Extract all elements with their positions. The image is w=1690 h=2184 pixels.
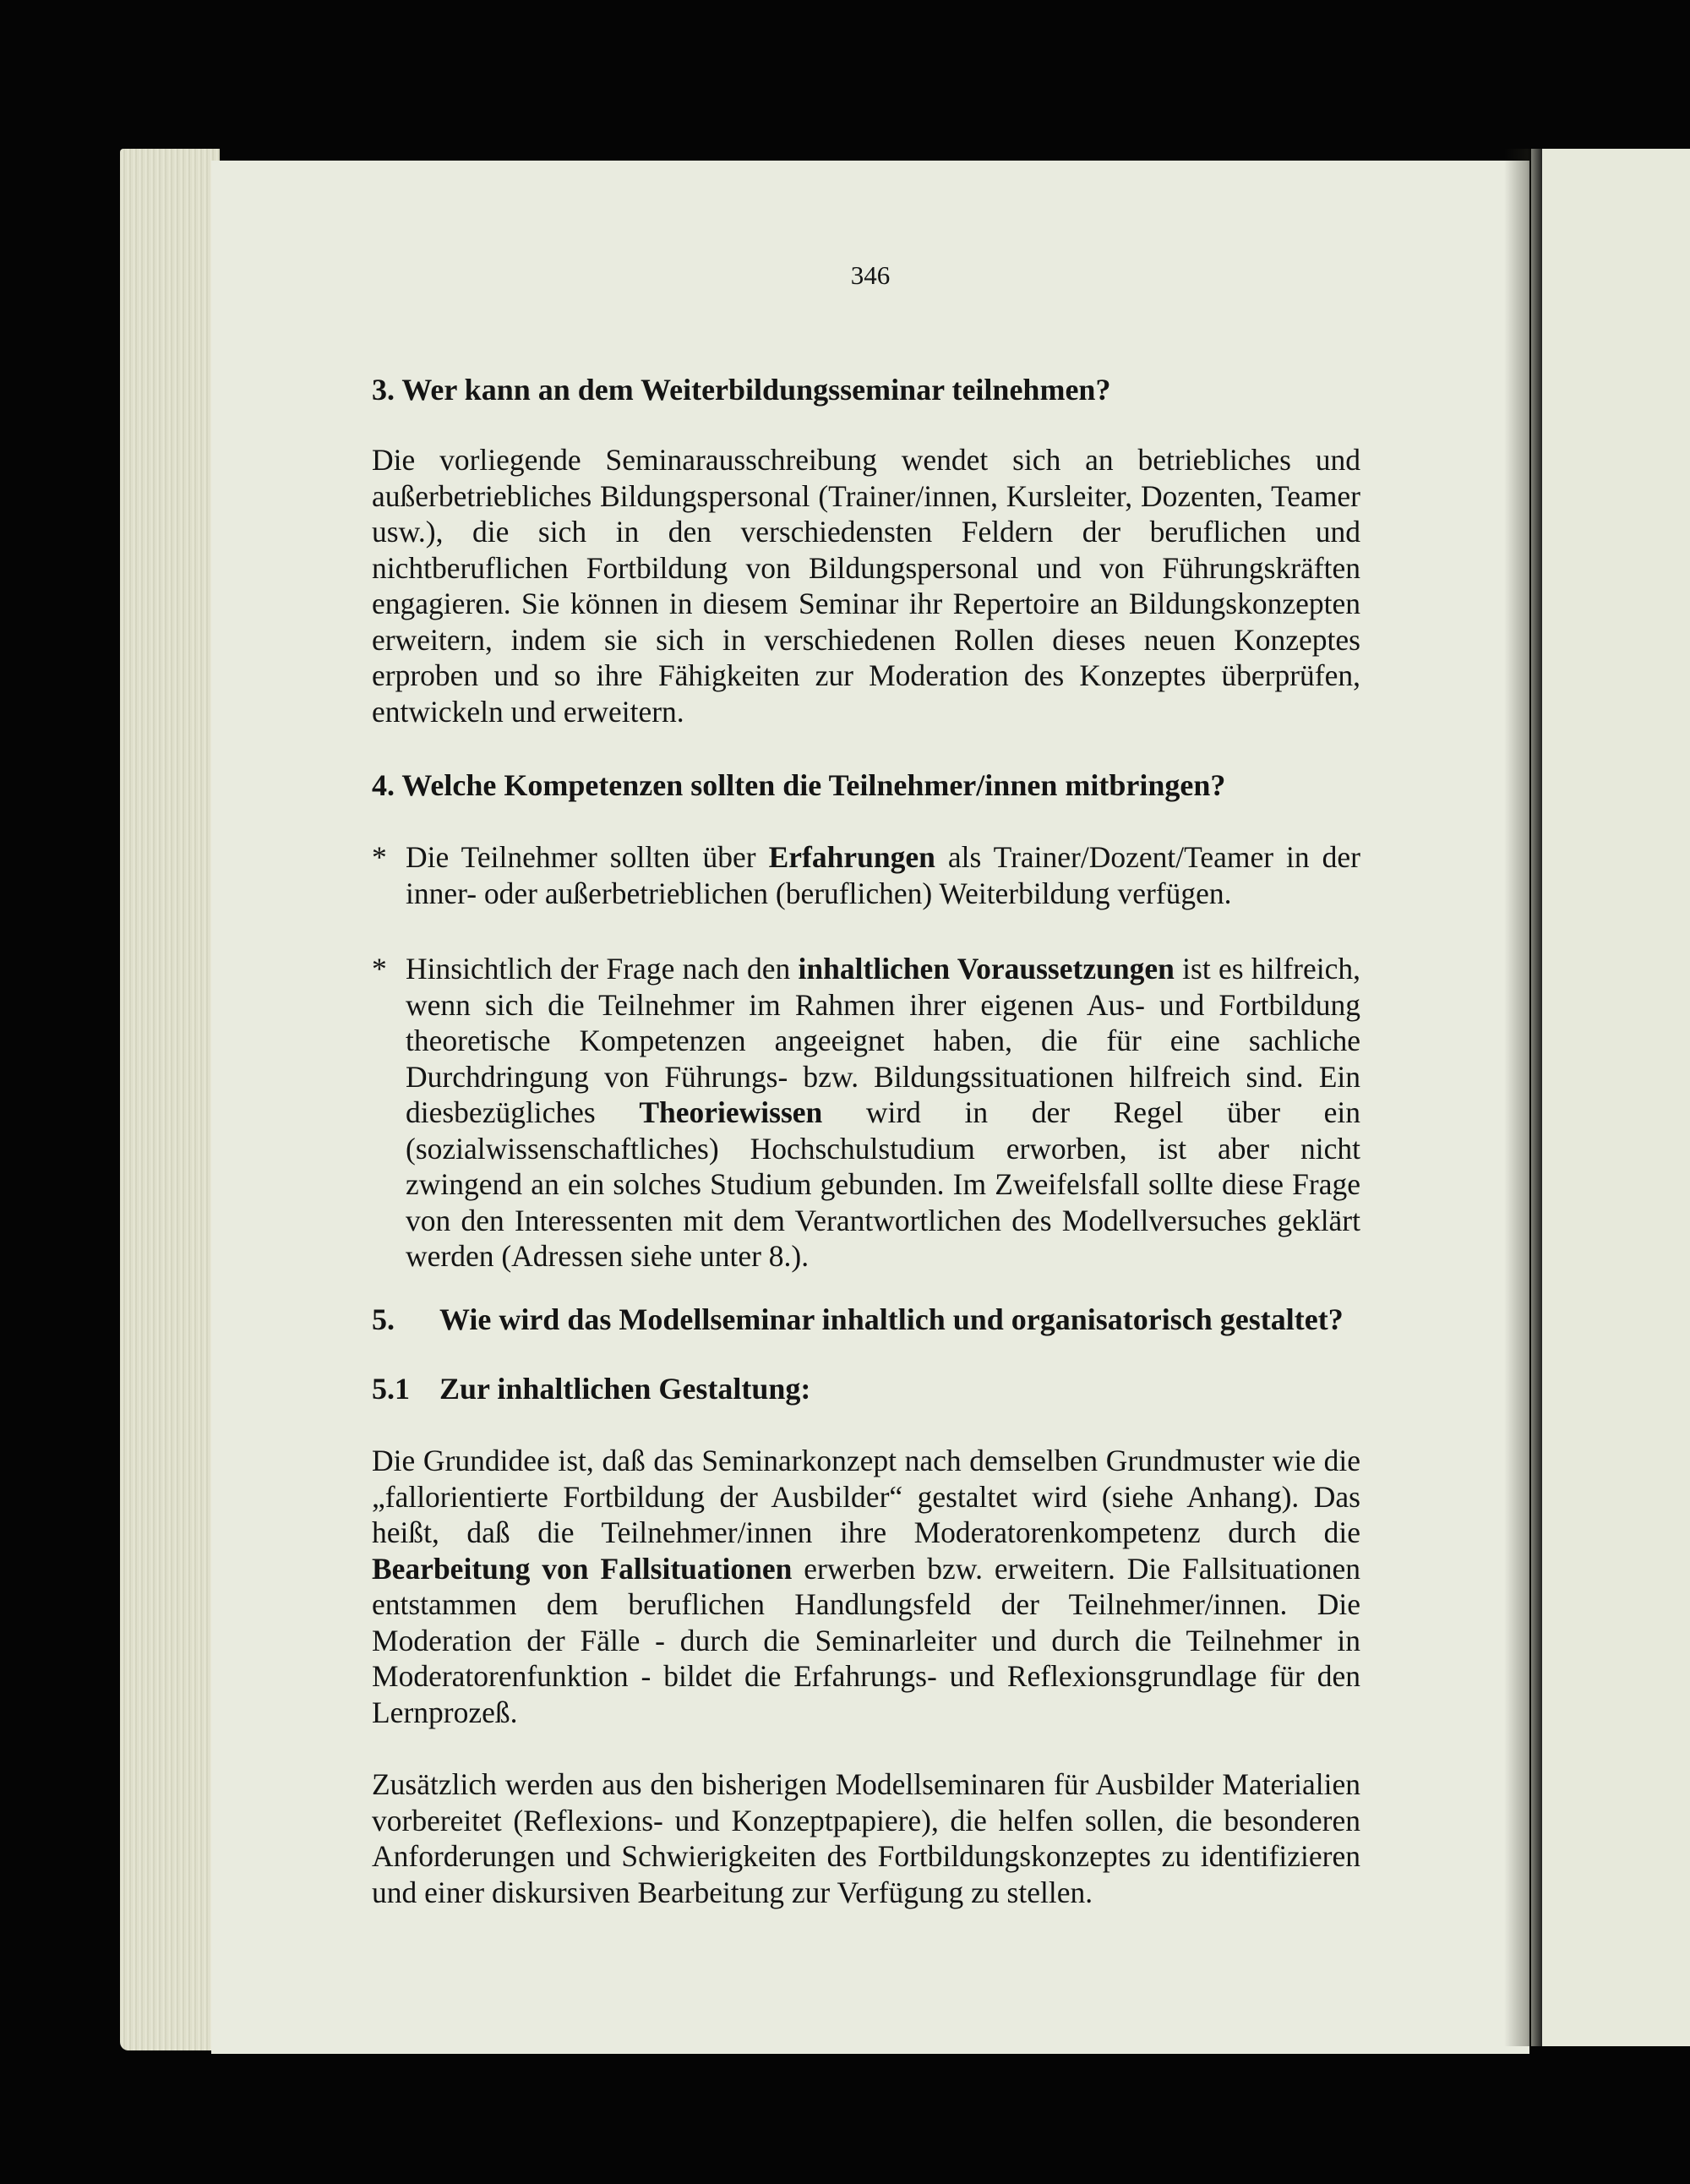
- bold-term-fallsituationen: Bearbeitung von Fallsituationen: [372, 1551, 793, 1586]
- bullet-text: Die Teilnehmer sollten über Erfahrungen als Trainer/Dozent/Teamer in der inner- oder außerbetrieblichen (beruflichen) Weiterbildung verfügen.: [406, 840, 1360, 910]
- bullet-marker: *: [372, 952, 387, 986]
- section-title: Wie wird das Modellseminar inhaltlich und organisatorisch gestaltet?: [439, 1302, 1344, 1336]
- section-3-heading: 3. Wer kann an dem Weiterbildungsseminar teilnehmen?: [372, 373, 1111, 407]
- page-edge-stack: [120, 149, 220, 2050]
- section-3-paragraph: Die vorliegende Seminarausschreibung wendet sich an betriebliches und außerbetriebliches Bildungspersonal (Trainer/innen, Kursleiter, Dozenten, Teamer usw.), die sich in den verschiedensten Feldern der beruflichen und nichtberuflichen Fortbildung von Bildungspersonal und von Führungskräften engagieren. Sie können in diesem Seminar ihr Repertoire an Bildungskonzepten erweitern, indem sie sich in verschiedenen Rollen dieses neuen Konzeptes erproben und so ihre Fähigkeiten zur Moderation des Konzeptes überprüfen, entwickeln und erweitern.: [372, 443, 1360, 729]
- gutter-shadow: [1504, 149, 1542, 2046]
- bullet-text: Hinsichtlich der Frage nach den inhaltlichen Voraussetzungen ist es hilfreich, wenn sich die Teilnehmer im Rahmen ihrer eigenen Aus- und Fortbildung theoretische Kompetenzen angeeignet haben, die für eine sachliche Durchdringung von Führungs- bzw. Bildungssituationen hilfreich sind. Ein diesbezügliches Theoriewissen wird in der Regel über ein (sozialwissenschaftliches) Hochschulstudium erworben, ist aber nicht zwingend an ein solches Studium gebunden. Im Zweifelsfall sollte diese Frage von den Interessenten mit dem Verantwortlichen des Modellversuches geklärt werden (Adressen siehe unter 8.).: [406, 952, 1361, 1273]
- section-5-heading: [372, 1302, 1386, 1337]
- book-page: [211, 161, 1529, 2054]
- bullet-marker: *: [372, 840, 387, 874]
- facing-page: [1531, 149, 1690, 2046]
- bold-term-erfahrungen: Erfahrungen: [768, 840, 935, 874]
- bullet-item-prerequisites: [372, 951, 1360, 1275]
- section-4-heading: 4. Welche Kompetenzen sollten die Teilnehmer/innen mitbringen?: [372, 768, 1226, 802]
- bullet-item-experience: [372, 839, 1360, 911]
- section-5-1-paragraph-1: Die Grundidee ist, daß das Seminarkonzept nach demselben Grundmuster wie die „fallorientierte Fortbildung der Ausbilder“ gestaltet wird (siehe Anhang). Das heißt, daß die Teilnehmer/innen ihre Moderatorenkompetenz durch die Bearbeitung von Fallsituationen erwerben bzw. erweitern. Die Fallsituationen entstammen dem beruflichen Handlungsfeld der Teilnehmer/innen. Die Moderation der Fälle - durch die Seminarleiter und durch die Teilnehmer in Moderatorenfunktion - bildet die Erfahrungs- und Reflexionsgrundlage für den Lernprozeß.: [372, 1444, 1360, 1729]
- section-number: 5.: [372, 1302, 395, 1336]
- section-5-1-heading: [372, 1371, 1386, 1406]
- bold-term-voraussetzungen: inhaltlichen Voraussetzungen: [798, 952, 1175, 986]
- bold-term-theoriewissen: Theoriewissen: [639, 1095, 823, 1129]
- page-number: 346: [850, 260, 891, 290]
- section-title: Zur inhaltlichen Gestaltung:: [439, 1372, 811, 1406]
- section-5-1-paragraph-2: Zusätzlich werden aus den bisherigen Modellseminaren für Ausbilder Materialien vorbereitet (Reflexions- und Konzeptpapiere), die helfen sollen, die besonderen Anforderungen und Schwierigkeiten des Fortbildungskonzeptes zu identifizieren und einer diskursiven Bearbeitung zur Verfügung zu stellen.: [372, 1767, 1360, 1909]
- section-number: 5.1: [372, 1372, 410, 1406]
